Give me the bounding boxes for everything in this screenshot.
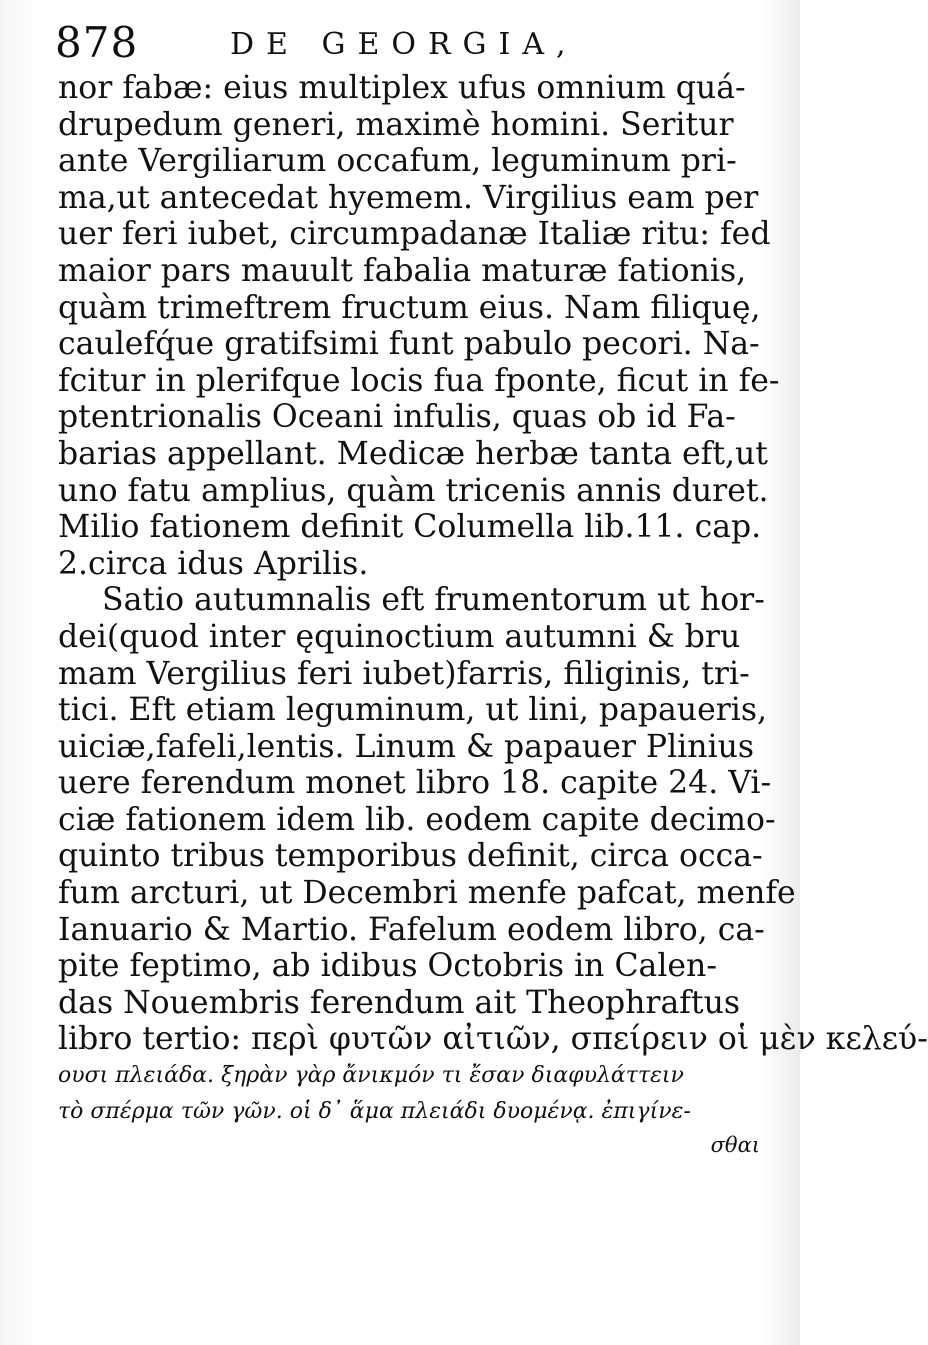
greek-line: τὸ σπέρμα τῶν γῶν. οἱ δ᾽ ἅμα πλειάδι δυομένᾳ. ἐπιγίνε- [58,1099,691,1125]
page-number: 878 [55,18,139,67]
page-body [58,70,928,1160]
text-line: quàm trimeftrem fructum eius. Nam filiquę, [58,289,761,326]
text-line: ante Vergiliarum occafum, leguminum pri- [58,143,737,180]
text-line: tici. Eft etiam leguminum, ut lini, papaueris, [58,692,768,729]
text-line: nor fabæ: eius multiplex ufus omnium quá- [58,70,746,106]
text-line: Milio fationem definit Columella lib.11. cap. [58,509,762,546]
text-line: ptentrionalis Oceani infulis, quas ob id Fa- [58,399,736,436]
text-line: Ianuario & Martio. Fafelum eodem libro, ca- [58,911,765,948]
text-line: barias appellant. Medicæ herbæ tanta eft,ut [58,435,768,472]
text-line: dei(quod inter ęquinoctium autumni & bru [58,618,741,655]
text-line: uno fatu amplius, quàm tricenis annis duret. [58,472,769,509]
catchword: σθαι [710,1133,760,1158]
text-line: uer feri iubet, circumpadanæ Italiæ ritu: fed [58,216,771,253]
text-line: uiciæ,fafeli,lentis. Linum & papauer Plinius [58,728,755,765]
text-line: pite feptimo, ab idibus Octobris in Calen- [58,948,717,985]
text-line: quinto tribus temporibus definit, circa occa- [58,838,763,875]
text-line: Satio autumnalis eft frumentorum ut hor- [102,582,765,619]
text-line: uere ferendum monet libro 18. capite 24. Vi- [58,765,772,802]
paragraph-1 [58,70,780,582]
text-line: libro tertio: περὶ φυτῶν αἰτιῶν, σπείρειν οἱ μὲν κελεύ- [58,1021,928,1058]
text-line: maior pars mauult fabalia maturæ fationis, [58,252,747,289]
text-line: fum arcturi, ut Decembri menfe pafcat, menfe [58,875,796,912]
text-line: fcitur in plerifque locis fua fponte, ficut in fe- [58,362,780,399]
text-line: caulefq́ue gratifsimi funt pabulo pecori. Na- [58,326,760,363]
greek-line: ουσι πλειάδα. ξηρὰν γὰρ ἄνικμόν τι ἔσαν διαφυλάττειν [58,1063,684,1089]
text-line: 2.circa idus Aprilis. [58,545,369,582]
text-line: ciæ fationem idem lib. eodem capite decimo- [58,801,776,838]
text-line: mam Vergilius feri iubet)farris, filiginis, tri- [58,655,750,692]
text-line: das Nouembris ferendum ait Theophraftus [58,984,741,1021]
greek-quotation [58,1058,770,1130]
text-line: drupedum generi, maximè homini. Seritur [58,106,734,143]
page-header [55,18,755,68]
paragraph-2 [58,582,928,1058]
text-line: ma,ut antecedat hyemem. Virgilius eam per [58,179,759,216]
running-head: DE GEORGIA, [230,27,578,62]
